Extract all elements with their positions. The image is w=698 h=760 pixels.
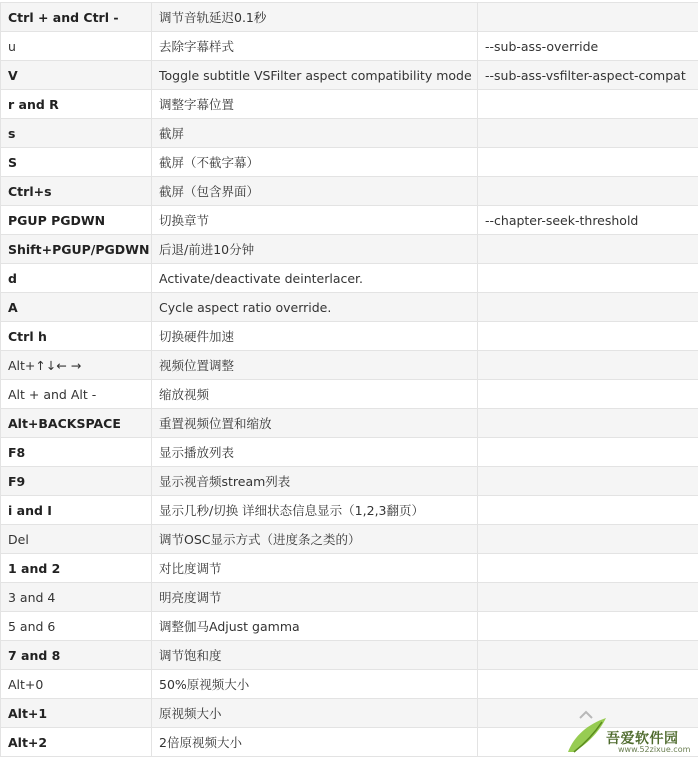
description-cell: 切换硬件加速 bbox=[152, 322, 478, 351]
shortcut-key-cell: Ctrl+s bbox=[1, 177, 152, 206]
description-cell: 缩放视频 bbox=[152, 380, 478, 409]
option-cell: --sub-ass-vsfilter-aspect-compat bbox=[478, 61, 698, 90]
table-row bbox=[1, 467, 698, 496]
table-row bbox=[1, 293, 698, 322]
description-cell: 明亮度调节 bbox=[152, 583, 478, 612]
description-cell: 去除字幕样式 bbox=[152, 32, 478, 61]
option-cell bbox=[478, 583, 698, 612]
shortcut-table bbox=[0, 2, 698, 757]
description-cell: 调节饱和度 bbox=[152, 641, 478, 670]
shortcut-key-cell: 1 and 2 bbox=[1, 554, 152, 583]
option-cell bbox=[478, 90, 698, 119]
description-cell: Toggle subtitle VSFilter aspect compatibility mode bbox=[152, 61, 478, 90]
table-row bbox=[1, 235, 698, 264]
option-cell bbox=[478, 467, 698, 496]
option-cell bbox=[478, 670, 698, 699]
description-cell: 显示播放列表 bbox=[152, 438, 478, 467]
shortcut-key-cell: u bbox=[1, 32, 152, 61]
table-row bbox=[1, 351, 698, 380]
description-cell: 2倍原视频大小 bbox=[152, 728, 478, 757]
option-cell bbox=[478, 380, 698, 409]
description-cell: 切换章节 bbox=[152, 206, 478, 235]
table-row bbox=[1, 264, 698, 293]
description-cell: 截屏（不截字幕） bbox=[152, 148, 478, 177]
shortcut-key-cell: Ctrl + and Ctrl - bbox=[1, 3, 152, 32]
option-cell bbox=[478, 3, 698, 32]
option-cell bbox=[478, 409, 698, 438]
description-cell: 50%原视频大小 bbox=[152, 670, 478, 699]
shortcut-key-cell: PGUP PGDWN bbox=[1, 206, 152, 235]
description-cell: 调节音轨延迟0.1秒 bbox=[152, 3, 478, 32]
option-cell bbox=[478, 148, 698, 177]
table-row bbox=[1, 61, 698, 90]
option-cell bbox=[478, 525, 698, 554]
option-cell: --sub-ass-override bbox=[478, 32, 698, 61]
shortcut-key-cell: 3 and 4 bbox=[1, 583, 152, 612]
shortcut-key-cell: S bbox=[1, 148, 152, 177]
option-cell bbox=[478, 119, 698, 148]
shortcut-key-cell: F8 bbox=[1, 438, 152, 467]
table-row bbox=[1, 148, 698, 177]
table-row bbox=[1, 670, 698, 699]
table-row bbox=[1, 438, 698, 467]
table-row bbox=[1, 728, 698, 757]
shortcut-table-body bbox=[1, 3, 698, 757]
table-row bbox=[1, 177, 698, 206]
shortcut-key-cell: Alt+0 bbox=[1, 670, 152, 699]
table-row bbox=[1, 119, 698, 148]
table-row bbox=[1, 409, 698, 438]
option-cell bbox=[478, 699, 698, 728]
shortcut-key-cell: Alt+1 bbox=[1, 699, 152, 728]
description-cell: 调整字幕位置 bbox=[152, 90, 478, 119]
shortcut-key-cell: s bbox=[1, 119, 152, 148]
description-cell: 调节OSC显示方式（进度条之类的） bbox=[152, 525, 478, 554]
table-row bbox=[1, 380, 698, 409]
table-row bbox=[1, 322, 698, 351]
description-cell: Cycle aspect ratio override. bbox=[152, 293, 478, 322]
description-cell: 截屏（包含界面） bbox=[152, 177, 478, 206]
option-cell bbox=[478, 177, 698, 206]
description-cell: 对比度调节 bbox=[152, 554, 478, 583]
shortcut-key-cell: 5 and 6 bbox=[1, 612, 152, 641]
watermark-url: www.52zixue.com bbox=[618, 745, 691, 754]
table-row bbox=[1, 583, 698, 612]
table-row bbox=[1, 525, 698, 554]
table-row bbox=[1, 554, 698, 583]
description-cell: 视频位置调整 bbox=[152, 351, 478, 380]
table-row bbox=[1, 612, 698, 641]
table-row bbox=[1, 32, 698, 61]
shortcut-key-cell: 7 and 8 bbox=[1, 641, 152, 670]
description-cell: 后退/前进10分钟 bbox=[152, 235, 478, 264]
shortcut-key-cell: A bbox=[1, 293, 152, 322]
table-row bbox=[1, 3, 698, 32]
option-cell bbox=[478, 235, 698, 264]
shortcut-key-cell: Shift+PGUP/PGDWN bbox=[1, 235, 152, 264]
description-cell: 原视频大小 bbox=[152, 699, 478, 728]
description-cell: 显示几秒/切换 详细状态信息显示（1,2,3翻页） bbox=[152, 496, 478, 525]
option-cell bbox=[478, 351, 698, 380]
option-cell bbox=[478, 438, 698, 467]
shortcut-key-cell: Alt+↑↓← → bbox=[1, 351, 152, 380]
table-row bbox=[1, 206, 698, 235]
description-cell: Activate/deactivate deinterlacer. bbox=[152, 264, 478, 293]
option-cell bbox=[478, 554, 698, 583]
option-cell bbox=[478, 322, 698, 351]
watermark-name: 吾爱软件园 bbox=[606, 731, 679, 747]
description-cell: 重置视频位置和缩放 bbox=[152, 409, 478, 438]
shortcut-key-cell: Alt+2 bbox=[1, 728, 152, 757]
shortcut-key-cell: i and I bbox=[1, 496, 152, 525]
shortcut-key-cell: Alt+BACKSPACE bbox=[1, 409, 152, 438]
option-cell bbox=[478, 293, 698, 322]
shortcut-key-cell: Del bbox=[1, 525, 152, 554]
option-cell bbox=[478, 641, 698, 670]
option-cell bbox=[478, 496, 698, 525]
description-cell: 显示视音频stream列表 bbox=[152, 467, 478, 496]
option-cell bbox=[478, 728, 698, 757]
shortcut-key-cell: Ctrl h bbox=[1, 322, 152, 351]
table-row bbox=[1, 496, 698, 525]
shortcut-key-cell: V bbox=[1, 61, 152, 90]
option-cell bbox=[478, 612, 698, 641]
shortcut-key-cell: r and R bbox=[1, 90, 152, 119]
option-cell bbox=[478, 264, 698, 293]
description-cell: 调整伽马Adjust gamma bbox=[152, 612, 478, 641]
shortcut-key-cell: Alt + and Alt - bbox=[1, 380, 152, 409]
option-cell: --chapter-seek-threshold bbox=[478, 206, 698, 235]
description-cell: 截屏 bbox=[152, 119, 478, 148]
table-row bbox=[1, 699, 698, 728]
shortcut-key-cell: d bbox=[1, 264, 152, 293]
shortcut-key-cell: F9 bbox=[1, 467, 152, 496]
table-row bbox=[1, 641, 698, 670]
table-row bbox=[1, 90, 698, 119]
